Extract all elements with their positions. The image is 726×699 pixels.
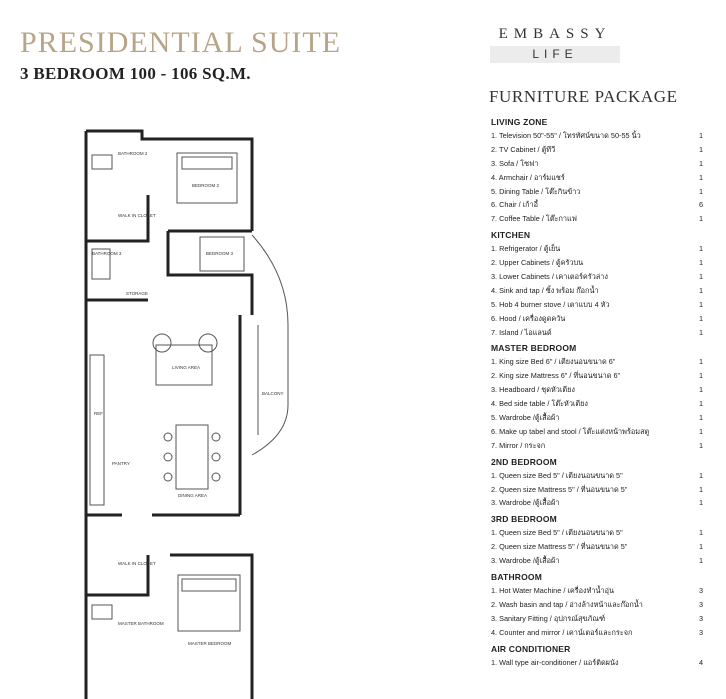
furniture-item	[491, 397, 703, 411]
floor-plan-drawing	[82, 125, 312, 699]
plan-pillow	[182, 579, 236, 591]
furniture-item	[491, 411, 703, 425]
furniture-item-label: 2. King size Mattress 6" / ที่นอนขนาด 6"	[491, 371, 621, 381]
furniture-item	[491, 212, 703, 226]
furniture-item-label: 6. Hood / เครื่องดูดควัน	[491, 313, 566, 323]
furniture-item-label: 2. Upper Cabinets / ตู้ครัวบน	[491, 258, 584, 268]
furniture-item-qty: 1	[698, 484, 703, 494]
furniture-item-label: 4. Counter and mirror / เคาน์เตอร์และกระจก	[491, 627, 633, 637]
furniture-item	[491, 584, 703, 598]
furniture-item	[491, 298, 703, 312]
furniture-item	[491, 284, 703, 298]
furniture-item	[491, 256, 703, 270]
furniture-item-qty: 1	[698, 299, 703, 309]
furniture-package-title: FURNITURE PACKAGE	[489, 87, 678, 106]
furniture-item-label: 5. Wardrobe /ตู้เสื้อผ้า	[491, 413, 560, 423]
furniture-item-label: 4. Armchair / อาร์มแชร์	[491, 172, 565, 182]
furniture-item-label: 3. Wardrobe /ตู้เสื้อผ้า	[491, 556, 560, 566]
furniture-item	[491, 598, 703, 612]
section-heading: BATHROOM	[491, 572, 543, 583]
furniture-item-qty: 1	[698, 413, 703, 423]
plan-wall	[86, 195, 148, 241]
plan-bed	[177, 153, 237, 203]
furniture-item-label: 6. Make up tabel and stool / โต๊ะแต่งหน้าพร้อมสตู	[491, 426, 650, 436]
furniture-item	[491, 129, 703, 143]
furniture-item	[491, 143, 703, 157]
furniture-item-label: 7. Mirror / กระจก	[491, 440, 546, 450]
plan-label-storage: STORAGE	[126, 291, 148, 296]
plan-label-pantry: PANTRY	[112, 461, 130, 466]
plan-pillow	[182, 157, 232, 169]
furniture-item	[491, 496, 703, 510]
furniture-item	[491, 626, 703, 640]
furniture-item	[491, 171, 703, 185]
plan-armchair	[199, 334, 217, 352]
brand-logo	[490, 26, 620, 63]
plan-bed	[178, 575, 240, 631]
plan-label-walkin1: WALK IN CLOSET	[118, 213, 156, 218]
section-heading: AIR CONDITIONER	[491, 643, 571, 654]
brand-tagline: LIFE	[490, 46, 620, 63]
furniture-item-qty: 1	[698, 144, 703, 154]
section-heading: 2ND BEDROOM	[491, 456, 557, 467]
furniture-item-label: 3. Wardrobe /ตู้เสื้อผ้า	[491, 498, 560, 508]
plan-label-balcony: BALCONY	[262, 391, 284, 396]
furniture-item	[491, 198, 703, 212]
furniture-item-label: 3. Lower Cabinets / เคาเตอร์ครัวล่าง	[491, 272, 608, 282]
furniture-item	[491, 383, 703, 397]
furniture-item	[491, 185, 703, 199]
furniture-item-qty: 1	[698, 313, 703, 323]
furniture-item-label: 7. Coffee Table / โต๊ะกาแฟ	[491, 214, 577, 224]
furniture-item-label: 1. Hot Water Machine / เครื่องทำน้ำอุ่น	[491, 586, 614, 596]
section-heading: KITCHEN	[491, 230, 531, 241]
plan-basin	[92, 155, 112, 169]
furniture-item-qty: 1	[698, 528, 703, 538]
furniture-item-qty: 1	[698, 385, 703, 395]
furniture-item-label: 1. King size Bed 6" / เตียงนอนขนาด 6"	[491, 357, 616, 367]
furniture-item-label: 7. Island / ไอแลนด์	[491, 327, 552, 337]
furniture-item	[491, 554, 703, 568]
furniture-item-qty: 1	[698, 244, 703, 254]
furniture-item	[491, 270, 703, 284]
plan-balcony	[252, 235, 288, 455]
furniture-item-qty: 1	[698, 258, 703, 268]
furniture-item	[491, 369, 703, 383]
furniture-item-qty: 1	[698, 542, 703, 552]
floor-plan	[82, 125, 312, 699]
furniture-item-qty: 1	[698, 158, 703, 168]
plan-wall	[168, 231, 252, 315]
plan-wall	[86, 131, 252, 231]
furniture-item-label: 1. Queen size Bed 5" / เตียงนอนขนาด 5"	[491, 470, 623, 480]
plan-label-refrigerator: REF	[94, 411, 103, 416]
furniture-item-qty: 1	[698, 172, 703, 182]
plan-chair	[212, 473, 220, 481]
furniture-list	[491, 116, 703, 670]
furniture-item-qty: 1	[698, 131, 703, 140]
furniture-item-qty: 1	[698, 440, 703, 450]
furniture-item-qty: 4	[698, 657, 703, 667]
plan-label-master-bathroom: MASTER BATHROOM	[118, 621, 164, 626]
furniture-item	[491, 469, 703, 483]
furniture-item-qty: 1	[698, 556, 703, 566]
plan-kitchen-counter	[90, 355, 104, 505]
furniture-item	[491, 656, 703, 670]
furniture-item	[491, 483, 703, 497]
furniture-item-label: 3. Sofa / โซฟา	[491, 158, 539, 168]
furniture-item	[491, 540, 703, 554]
furniture-item-qty: 1	[698, 186, 703, 196]
furniture-item	[491, 526, 703, 540]
furniture-item-label: 4. Bed side table / โต๊ะหัวเตียง	[491, 399, 588, 409]
furniture-item-label: 5. Hob 4 burner stove / เตาแบบ 4 หัว	[491, 299, 610, 309]
plan-label-master-bedroom: MASTER BEDROOM	[188, 641, 232, 646]
furniture-item-label: 4. Sink and tap / ซิ้ง พร้อม ก๊อกน้ำ	[491, 285, 599, 295]
furniture-item-label: 2. Queen size Mattress 5" / ที่นอนขนาด 5"	[491, 542, 628, 552]
furniture-item	[491, 612, 703, 626]
furniture-item-qty: 3	[698, 599, 703, 609]
furniture-item-qty: 1	[698, 327, 703, 337]
brand-name: EMBASSY	[498, 26, 612, 42]
plan-label-bathroom2: BATHROOM 2	[118, 151, 148, 156]
furniture-item-label: 3. Headboard / ชุดหัวเตียง	[491, 385, 575, 395]
furniture-item	[491, 439, 703, 453]
furniture-item	[491, 242, 703, 256]
furniture-item-qty: 1	[698, 498, 703, 508]
furniture-item-qty: 1	[698, 272, 703, 282]
plan-chair	[164, 453, 172, 461]
furniture-item-label: 3. Sanitary Fitting / อุปกรณ์สุขภัณฑ์	[491, 613, 606, 623]
furniture-item-label: 1. Television 50"-55" / โทรทัศน์ขนาด 50-55 นิ้ว	[491, 131, 641, 140]
plan-label-bedroom2: BEDROOM 2	[192, 183, 220, 188]
furniture-item-label: 1. Queen size Bed 5" / เตียงนอนขนาด 5"	[491, 528, 623, 538]
furniture-item-label: 2. TV Cabinet / ตู้ทีวี	[491, 144, 556, 154]
furniture-item-qty: 1	[698, 214, 703, 224]
furniture-item	[491, 326, 703, 340]
section-heading: LIVING ZONE	[491, 117, 548, 127]
plan-basin	[92, 605, 112, 619]
plan-label-bedroom3: BEDROOM 3	[206, 251, 234, 256]
furniture-item	[491, 355, 703, 369]
furniture-item-qty: 3	[698, 627, 703, 637]
furniture-item-qty: 1	[698, 371, 703, 381]
furniture-item-qty: 1	[698, 426, 703, 436]
plan-chair	[164, 473, 172, 481]
furniture-item-label: 6. Chair / เก้าอี้	[491, 200, 539, 210]
furniture-item-label: 1. Refrigerator / ตู้เย็น	[491, 244, 561, 254]
plan-dining-table	[176, 425, 208, 489]
plan-label-living: LIVING AREA	[172, 365, 201, 370]
furniture-item-qty: 3	[698, 586, 703, 596]
plan-label-dining: DINING AREA	[178, 493, 208, 498]
furniture-item	[491, 312, 703, 326]
plan-label-walkin2: WALK IN CLOSET	[118, 561, 156, 566]
page-title: PRESIDENTIAL SUITE	[20, 26, 342, 59]
furniture-item-qty: 1	[698, 285, 703, 295]
plan-label-bathroom3: BATHROOM 3	[92, 251, 122, 256]
furniture-item	[491, 157, 703, 171]
furniture-item-qty: 1	[698, 470, 703, 480]
page-subtitle: 3 BEDROOM 100 - 106 SQ.M.	[20, 64, 251, 83]
furniture-item-label: 2. Queen size Mattress 5" / ที่นอนขนาด 5"	[491, 484, 628, 494]
furniture-item-label: 5. Dining Table / โต๊ะกินข้าว	[491, 186, 581, 196]
furniture-item-qty: 6	[698, 200, 703, 210]
furniture-item-qty: 3	[698, 613, 703, 623]
plan-armchair	[153, 334, 171, 352]
furniture-item-qty: 1	[698, 357, 703, 367]
plan-chair	[164, 433, 172, 441]
section-heading: MASTER BEDROOM	[491, 343, 577, 354]
plan-chair	[212, 453, 220, 461]
furniture-item	[491, 425, 703, 439]
furniture-item-label: 1. Wall type air-conditioner / แอร์ติดผนัง	[491, 657, 619, 667]
furniture-item-label: 2. Wash basin and tap / อ่างล้างหน้าและก๊อกน้ำ	[491, 599, 643, 609]
plan-chair	[212, 433, 220, 441]
section-heading: 3RD BEDROOM	[491, 514, 557, 525]
furniture-item-qty: 1	[698, 399, 703, 409]
